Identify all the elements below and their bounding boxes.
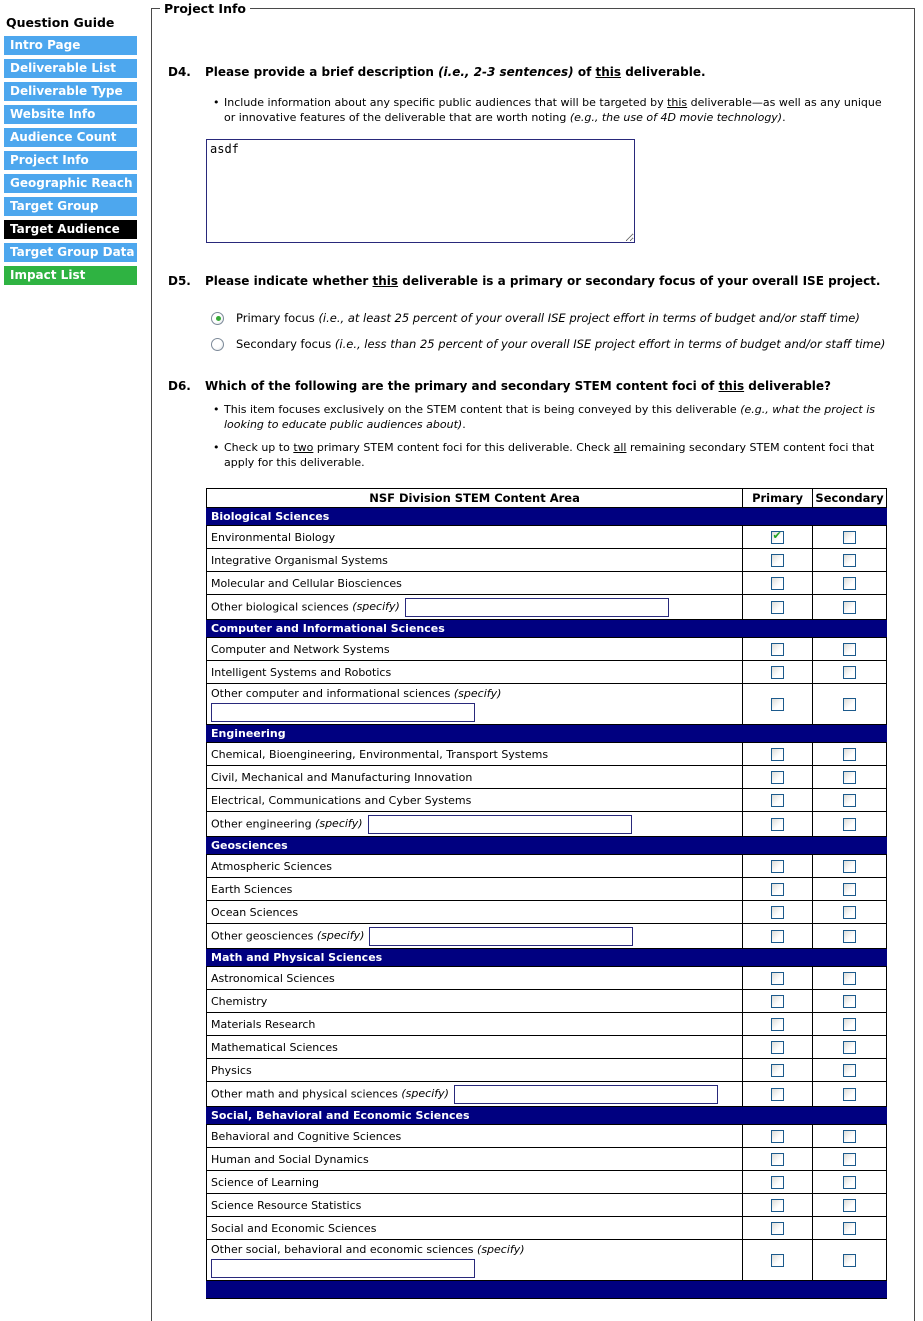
sidebar-item-project-info[interactable]: Project Info bbox=[4, 151, 137, 170]
row-label: Ocean Sciences bbox=[207, 901, 743, 924]
question-d4 bbox=[168, 65, 706, 79]
row-label: Behavioral and Cognitive Sciences bbox=[207, 1125, 743, 1148]
panel-legend: Project Info bbox=[160, 1, 250, 16]
table-header-row bbox=[207, 489, 887, 508]
row-label: Human and Social Dynamics bbox=[207, 1148, 743, 1171]
row-label: Other biological sciences (specify) bbox=[207, 595, 743, 620]
secondary-focus-radio[interactable] bbox=[211, 338, 224, 351]
primary-checkbox[interactable] bbox=[771, 883, 784, 896]
row-label: Astronomical Sciences bbox=[207, 967, 743, 990]
secondary-checkbox[interactable] bbox=[843, 1130, 856, 1143]
row-label: Science Resource Statistics bbox=[207, 1194, 743, 1217]
project-info-panel bbox=[151, 1, 915, 1321]
d4-bullet-text: Include information about any specific public audiences that will be targeted by this deliverable—as well as any unique or innovative features of the deliverable that are worth noting (e.g., the use of 4D movie technology). bbox=[224, 96, 882, 124]
row-label: Other social, behavioral and economic sciences (specify) bbox=[207, 1240, 743, 1281]
primary-checkbox[interactable] bbox=[771, 1222, 784, 1235]
row-label: Earth Sciences bbox=[207, 878, 743, 901]
primary-checkbox[interactable] bbox=[771, 1064, 784, 1077]
description-textarea[interactable] bbox=[206, 139, 635, 243]
d4-bullet bbox=[213, 95, 886, 125]
row-label: Environmental Biology bbox=[207, 526, 743, 549]
secondary-checkbox[interactable] bbox=[843, 1222, 856, 1235]
sidebar-item-target-group-data[interactable]: Target Group Data bbox=[4, 243, 137, 262]
row-label: Integrative Organismal Systems bbox=[207, 549, 743, 572]
secondary-checkbox[interactable] bbox=[843, 794, 856, 807]
sidebar-item-audience-count[interactable]: Audience Count bbox=[4, 128, 137, 147]
primary-checkbox[interactable] bbox=[771, 972, 784, 985]
sidebar-item-deliverable-type[interactable]: Deliverable Type bbox=[4, 82, 137, 101]
sidebar-title: Question Guide bbox=[6, 15, 115, 30]
secondary-checkbox[interactable] bbox=[843, 748, 856, 761]
secondary-checkbox[interactable] bbox=[843, 995, 856, 1008]
table-row-other bbox=[207, 1240, 887, 1281]
row-label: Molecular and Cellular Biosciences bbox=[207, 572, 743, 595]
question-d4-text: Please provide a brief description (i.e., 2-3 sentences) of this deliverable. bbox=[205, 65, 706, 79]
section-header-math-physical: Math and Physical Sciences bbox=[207, 949, 887, 967]
section-header-social: Social, Behavioral and Economic Sciences bbox=[207, 1107, 887, 1125]
primary-checkbox[interactable] bbox=[771, 601, 784, 614]
table-row bbox=[207, 549, 887, 572]
primary-checkbox[interactable] bbox=[771, 995, 784, 1008]
primary-checkbox[interactable] bbox=[771, 1153, 784, 1166]
primary-focus-option bbox=[211, 311, 860, 325]
table-row-other bbox=[207, 684, 887, 725]
question-d5-number: D5. bbox=[168, 274, 191, 288]
primary-checkbox[interactable] bbox=[771, 748, 784, 761]
primary-checkbox[interactable] bbox=[771, 531, 784, 544]
secondary-focus-option bbox=[211, 337, 885, 351]
primary-checkbox[interactable] bbox=[771, 577, 784, 590]
sidebar-item-target-audience[interactable]: Target Audience bbox=[4, 220, 137, 239]
table-row bbox=[207, 967, 887, 990]
row-label: Computer and Network Systems bbox=[207, 638, 743, 661]
table-row bbox=[207, 990, 887, 1013]
primary-checkbox[interactable] bbox=[771, 860, 784, 873]
row-label: Other math and physical sciences (specify) bbox=[207, 1082, 743, 1107]
bullet-icon: • bbox=[213, 96, 220, 109]
table-row-other bbox=[207, 595, 887, 620]
sidebar-item-website-info[interactable]: Website Info bbox=[4, 105, 137, 124]
primary-checkbox[interactable] bbox=[771, 794, 784, 807]
table-row bbox=[207, 878, 887, 901]
table-row bbox=[207, 1148, 887, 1171]
row-label: Materials Research bbox=[207, 1013, 743, 1036]
primary-checkbox[interactable] bbox=[771, 1199, 784, 1212]
row-label: Atmospheric Sciences bbox=[207, 855, 743, 878]
row-label: Electrical, Communications and Cyber Systems bbox=[207, 789, 743, 812]
column-header-area: NSF Division STEM Content Area bbox=[207, 489, 743, 508]
secondary-checkbox[interactable] bbox=[843, 698, 856, 711]
table-row bbox=[207, 1125, 887, 1148]
primary-checkbox[interactable] bbox=[771, 1018, 784, 1031]
specify-input[interactable] bbox=[454, 1085, 718, 1104]
primary-checkbox[interactable] bbox=[771, 930, 784, 943]
secondary-checkbox[interactable] bbox=[843, 1254, 856, 1267]
bullet-icon: • bbox=[213, 441, 220, 454]
secondary-focus-label: Secondary focus (i.e., less than 25 percent of your overall ISE project effort in terms of budget and/or staff time) bbox=[236, 337, 886, 351]
secondary-checkbox[interactable] bbox=[843, 1088, 856, 1101]
row-label: Chemistry bbox=[207, 990, 743, 1013]
section-header-computer: Computer and Informational Sciences bbox=[207, 620, 887, 638]
secondary-checkbox[interactable] bbox=[843, 554, 856, 567]
question-d5-text: Please indicate whether this deliverable is a primary or secondary focus of your overall ISE project. bbox=[205, 274, 881, 288]
table-row-other bbox=[207, 812, 887, 837]
table-row bbox=[207, 526, 887, 549]
section-header-geosciences: Geosciences bbox=[207, 837, 887, 855]
secondary-checkbox[interactable] bbox=[843, 1018, 856, 1031]
secondary-checkbox[interactable] bbox=[843, 1153, 856, 1166]
table-row bbox=[207, 855, 887, 878]
sidebar-item-geographic-reach[interactable]: Geographic Reach bbox=[4, 174, 137, 193]
secondary-checkbox[interactable] bbox=[843, 643, 856, 656]
table-row bbox=[207, 661, 887, 684]
primary-checkbox[interactable] bbox=[771, 698, 784, 711]
bullet-icon: • bbox=[213, 403, 220, 416]
row-label: Chemical, Bioengineering, Environmental, Transport Systems bbox=[207, 743, 743, 766]
table-row bbox=[207, 1171, 887, 1194]
specify-input[interactable] bbox=[368, 815, 632, 834]
table-row bbox=[207, 1194, 887, 1217]
table-row bbox=[207, 789, 887, 812]
row-label: Mathematical Sciences bbox=[207, 1036, 743, 1059]
section-header-partial bbox=[207, 1281, 887, 1299]
secondary-checkbox[interactable] bbox=[843, 577, 856, 590]
secondary-checkbox[interactable] bbox=[843, 860, 856, 873]
secondary-checkbox[interactable] bbox=[843, 972, 856, 985]
secondary-checkbox[interactable] bbox=[843, 930, 856, 943]
primary-checkbox[interactable] bbox=[771, 1041, 784, 1054]
secondary-checkbox[interactable] bbox=[843, 666, 856, 679]
stem-content-table bbox=[206, 488, 887, 1299]
primary-checkbox[interactable] bbox=[771, 818, 784, 831]
table-row-other bbox=[207, 1082, 887, 1107]
question-d4-number: D4. bbox=[168, 65, 191, 79]
row-label: Civil, Mechanical and Manufacturing Innovation bbox=[207, 766, 743, 789]
specify-input[interactable] bbox=[369, 927, 633, 946]
d6-bullet-1 bbox=[213, 402, 886, 432]
row-label: Other engineering (specify) bbox=[207, 812, 743, 837]
row-label: Physics bbox=[207, 1059, 743, 1082]
section-header-engineering: Engineering bbox=[207, 725, 887, 743]
secondary-checkbox[interactable] bbox=[843, 771, 856, 784]
primary-checkbox[interactable] bbox=[771, 666, 784, 679]
sidebar-item-deliverable-list[interactable]: Deliverable List bbox=[4, 59, 137, 78]
question-d6-text: Which of the following are the primary and secondary STEM content foci of this deliverable? bbox=[205, 379, 832, 393]
primary-focus-label: Primary focus (i.e., at least 25 percent of your overall ISE project effort in terms of budget and/or staff time) bbox=[236, 311, 860, 325]
sidebar-item-target-group[interactable]: Target Group bbox=[4, 197, 137, 216]
primary-checkbox[interactable] bbox=[771, 1088, 784, 1101]
column-header-secondary: Secondary bbox=[813, 489, 887, 508]
row-label: Science of Learning bbox=[207, 1171, 743, 1194]
primary-checkbox[interactable] bbox=[771, 554, 784, 567]
specify-input[interactable] bbox=[211, 703, 475, 722]
secondary-checkbox[interactable] bbox=[843, 531, 856, 544]
table-row bbox=[207, 1217, 887, 1240]
d6-bullet-2 bbox=[213, 440, 886, 470]
question-d6-number: D6. bbox=[168, 379, 191, 393]
table-row bbox=[207, 572, 887, 595]
secondary-checkbox[interactable] bbox=[843, 1199, 856, 1212]
primary-checkbox[interactable] bbox=[771, 906, 784, 919]
secondary-checkbox[interactable] bbox=[843, 883, 856, 896]
primary-checkbox[interactable] bbox=[771, 643, 784, 656]
secondary-checkbox[interactable] bbox=[843, 601, 856, 614]
table-row-other bbox=[207, 924, 887, 949]
primary-checkbox[interactable] bbox=[771, 1176, 784, 1189]
specify-input[interactable] bbox=[405, 598, 669, 617]
specify-input[interactable] bbox=[211, 1259, 475, 1278]
table-row bbox=[207, 638, 887, 661]
table-row bbox=[207, 1013, 887, 1036]
secondary-checkbox[interactable] bbox=[843, 1041, 856, 1054]
primary-focus-radio[interactable] bbox=[211, 312, 224, 325]
table-row bbox=[207, 766, 887, 789]
table-row bbox=[207, 1059, 887, 1082]
table-row bbox=[207, 1036, 887, 1059]
sidebar-item-intro-page[interactable]: Intro Page bbox=[4, 36, 137, 55]
secondary-checkbox[interactable] bbox=[843, 1176, 856, 1189]
d6-bullet-2-text: Check up to two primary STEM content foci for this deliverable. Check all remaining secondary STEM content foci that apply for this deliverable. bbox=[224, 441, 875, 469]
table-row bbox=[207, 901, 887, 924]
primary-checkbox[interactable] bbox=[771, 771, 784, 784]
primary-checkbox[interactable] bbox=[771, 1254, 784, 1267]
question-guide-sidebar bbox=[4, 15, 144, 289]
secondary-checkbox[interactable] bbox=[843, 818, 856, 831]
row-label: Other computer and informational sciences (specify) bbox=[207, 684, 743, 725]
table-row bbox=[207, 743, 887, 766]
secondary-checkbox[interactable] bbox=[843, 906, 856, 919]
row-label: Other geosciences (specify) bbox=[207, 924, 743, 949]
primary-checkbox[interactable] bbox=[771, 1130, 784, 1143]
d6-bullet-1-text: This item focuses exclusively on the STEM content that is being conveyed by this deliverable (e.g., what the project is looking to educate public audiences about). bbox=[224, 403, 875, 431]
column-header-primary: Primary bbox=[743, 489, 813, 508]
section-header-biological: Biological Sciences bbox=[207, 508, 887, 526]
secondary-checkbox[interactable] bbox=[843, 1064, 856, 1077]
row-label: Intelligent Systems and Robotics bbox=[207, 661, 743, 684]
row-label: Social and Economic Sciences bbox=[207, 1217, 743, 1240]
question-d6 bbox=[168, 379, 831, 393]
sidebar-item-impact-list[interactable]: Impact List bbox=[4, 266, 137, 285]
question-d5 bbox=[168, 274, 880, 288]
